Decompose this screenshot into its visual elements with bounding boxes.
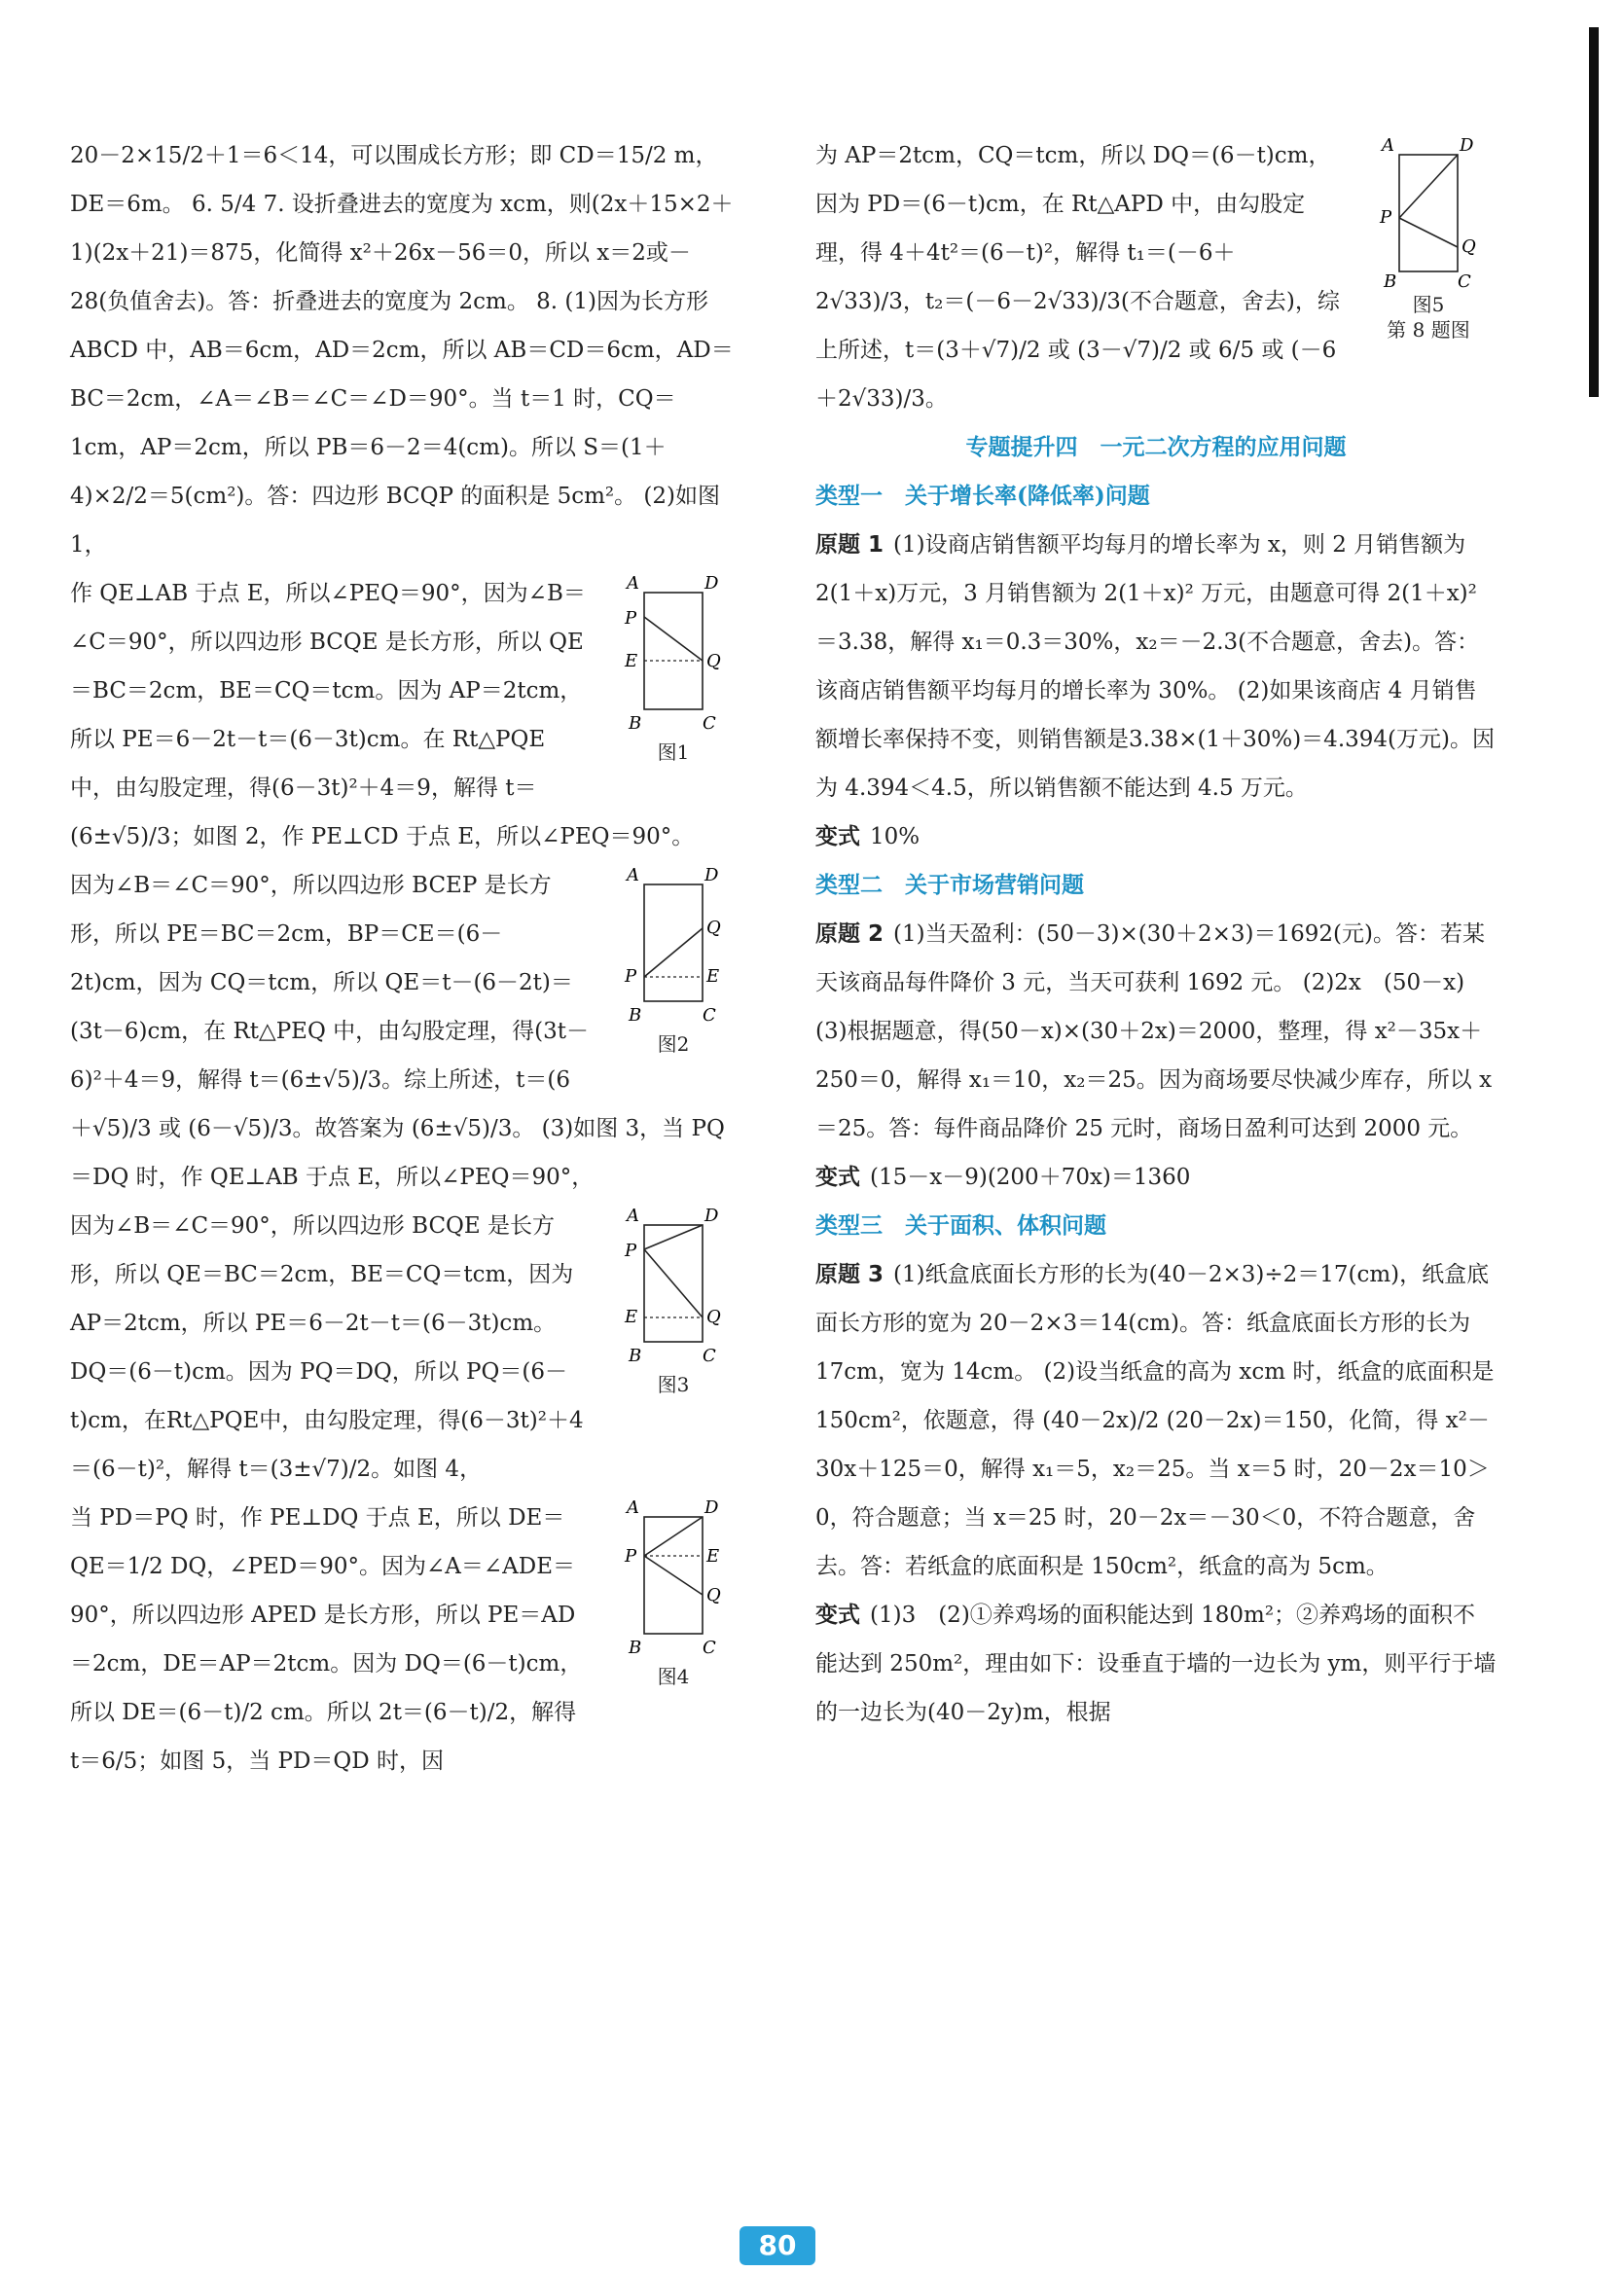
fig3-label-E: E — [625, 1307, 638, 1327]
fig2-label-D: D — [704, 865, 719, 885]
figure-5-subcaption: 第 8 题图 — [1387, 318, 1470, 342]
fig3-label-C: C — [703, 1346, 716, 1366]
question-2-label: 原题 2 — [815, 921, 884, 947]
fig2-label-C: C — [703, 1005, 716, 1026]
fig1-label-A: A — [627, 573, 639, 594]
fig5-label-P: P — [1380, 207, 1392, 228]
variant-2-label: 变式 — [815, 1165, 860, 1190]
fig2-label-B: B — [629, 1005, 642, 1026]
variant-1-label: 变式 — [815, 824, 860, 849]
variant-3-text: (1)3 (2)①养鸡场的面积能达到 180m²；②养鸡场的面积不能达到 250m²，理由如下：设垂直于墙的一边长为 ym，则平行于墙的一边长为(40－2y)m，根据 — [815, 1603, 1497, 1725]
fig4-label-B: B — [629, 1638, 642, 1658]
left-paragraph-4: 因为∠B＝∠C＝90°，所以四边形 BCQE 是长方形，所以 QE＝BC＝2cm，BE＝CQ＝tcm，因为 AP＝2tcm，所以 PE＝6－2t－t＝(6－3t)cm。DQ＝(6－t)cm。因为 PQ＝DQ，所以 PQ＝(6－t)cm，在Rt△PQE中，由勾股定理，得(6－3t)²＋4＝(6－t)²，解得 t＝(3±√7)/2。如图 4， — [70, 1213, 584, 1482]
left-paragraph-5: 当 PD＝PQ 时，作 PE⊥DQ 于点 E，所以 DE＝QE＝1/2 DQ，∠PED＝90°。因为∠A＝∠ADE＝90°，所以四边形 APED 是长方形，所以 PE＝AD＝2cm，DE＝AP＝2tcm。因为 DQ＝(6－t)cm，所以 DE＝(6－t)/2 cm。所以 2t＝(6－t)/2，解得 t＝6/5；如图 5，当 PD＝QD 时，因 — [70, 1505, 583, 1774]
figure-4-caption: 图4 — [657, 1665, 690, 1688]
fig4-label-A: A — [627, 1497, 639, 1518]
fig1-label-P: P — [625, 608, 637, 629]
special-topic-title: 专题提升四 一元二次方程的应用问题 — [965, 434, 1347, 460]
question-3-text: (1)纸盒底面长方形的长为(40－2×3)÷2＝17(cm)，纸盒底面长方形的宽为 20－2×3＝14(cm)。答：纸盒底面长方形的长为 17cm，宽为 14cm。 (2)设当纸盒的高为 xcm 时，纸盒的底面积是 150cm²，依题意，得 (40－2x)/2 (20－2x)＝150，化简，得 x²－30x＋125＝0，解得 x₁＝5，x₂＝25。当 x＝5 时，20－2x＝10＞0，符合题意；当 x＝25 时，20－2x＝－30＜0，不符合题意，舍去。答：若纸盒的底面积是 150cm²，纸盒的高为 5cm。 — [815, 1262, 1495, 1579]
variant-1 — [815, 812, 1497, 861]
fig4-label-Q: Q — [706, 1585, 721, 1605]
right-paragraph-1: 为 AP＝2tcm，CQ＝tcm，所以 DQ＝(6－t)cm，因为 PD＝(6－t)cm，在 Rt△APD 中，由勾股定理，得 4＋4t²＝(6－t)²，解得 t₁＝(－6＋2√33)/3，t₂＝(－6－2√33)/3(不合题意，舍去)，综上所述，t＝(3＋√7)/2 或 (3－√7)/2 或 6/5 或 (－6＋2√33)/3。 — [815, 143, 1340, 412]
fig4-label-E: E — [706, 1546, 720, 1567]
figure-3-caption: 图3 — [657, 1373, 690, 1396]
fig2-label-Q: Q — [706, 918, 721, 938]
figure-2-caption: 图2 — [657, 1032, 690, 1056]
figure-5 — [1360, 135, 1497, 342]
fig1-label-Q: Q — [706, 651, 721, 671]
fig5-label-Q: Q — [1462, 236, 1476, 257]
fig3-label-A: A — [627, 1206, 639, 1226]
page-edge-bar — [1589, 27, 1599, 397]
figure-2-diagram — [615, 865, 732, 1030]
question-1-label: 原题 1 — [815, 532, 884, 558]
fig1-label-B: B — [629, 713, 642, 734]
figure-3-diagram — [615, 1206, 732, 1371]
fig2-label-P: P — [625, 966, 637, 987]
left-paragraph-1: 20－2×15/2＋1＝6＜14，可以围成长方形；即 CD＝15/2 m，DE＝6m。 6. 5/4 7. 设折叠进去的宽度为 xcm，则(2x＋15×2＋1)(2x＋21)＝875，化简得 x²＋26x－56＝0，所以 x＝2或－28(负值舍去)。答：折叠进去的宽度为 2cm。 8. (1)因为长方形 ABCD 中，AB＝6cm，AD＝2cm，所以 AB＝CD＝6cm，AD＝BC＝2cm，∠A＝∠B＝∠C＝∠D＝90°。当 t＝1 时，CQ＝1cm，AP＝2cm，所以 PB＝6－2＝4(cm)。所以 S＝(1＋4)×2/2＝5(cm²)。答：四边形 BCQP 的面积是 5cm²。 (2)如图1， — [70, 143, 734, 558]
fig1-label-C: C — [703, 713, 716, 734]
question-1-text: (1)设商店销售额平均每月的增长率为 x，则 2 月销售额为 2(1＋x)万元，3 月销售额为 2(1＋x)² 万元，由题意可得 2(1＋x)²＝3.38，解得 x₁＝0.3＝30%，x₂＝－2.3(不合题意，舍去)。答：该商店销售额平均每月的增长率为 30%。 (2)如果该商店 4 月销售额增长率保持不变，则销售额是3.38×(1＋30%)＝4.394(万元)。因为 4.394＜4.5，所以销售额不能达到 4.5 万元。 — [815, 532, 1495, 801]
question-2-text: (1)当天盈利：(50－3)×(30＋2×3)＝1692(元)。答：若某天该商品每件降价 3 元，当天可获利 1692 元。 (2)2x (50－x) (3)根据题意，得(50－x)×(30＋2x)＝2000，整理，得 x²－35x＋250＝0，解得 x₁＝10，x₂＝25。因为商场要尽快减少库存，所以 x＝25。答：每件商品降价 25 元时，商场日盈利可达到 2000 元。 — [815, 921, 1493, 1141]
fig1-label-E: E — [625, 651, 638, 671]
figure-4 — [605, 1497, 741, 1688]
page-number: 80 — [740, 2226, 815, 2265]
type-2-heading: 类型二 关于市场营销问题 — [815, 872, 1084, 898]
figure-5-caption: 图5 — [1412, 293, 1445, 316]
fig5-label-D: D — [1460, 135, 1474, 156]
variant-2 — [815, 1153, 1497, 1202]
left-paragraph-3: 因为∠B＝∠C＝90°，所以四边形 BCEP 是长方形，所以 PE＝BC＝2cm，BP＝CE＝(6－2t)cm，因为 CQ＝tcm，所以 QE＝t－(6－2t)＝(3t－6)cm，在 Rt△PEQ 中，由勾股定理，得(3t－6)²＋4＝9，解得 t＝(6±√5)/3。综上所述，t＝(6＋√5)/3 或 (6－√5)/3。故答案为 (6±√5)/3。 (3)如图 3，当 PQ＝DQ 时，作 QE⊥AB 于点 E，所以∠PEQ＝90°， — [70, 873, 725, 1190]
fig3-label-P: P — [625, 1241, 637, 1261]
fig4-label-P: P — [625, 1546, 637, 1567]
figure-1-diagram — [615, 573, 732, 739]
figure-5-diagram — [1370, 135, 1487, 291]
figure-1-caption: 图1 — [657, 740, 690, 764]
fig2-label-E: E — [706, 966, 720, 987]
fig1-label-D: D — [704, 573, 719, 594]
question-1 — [815, 521, 1497, 812]
fig3-label-B: B — [629, 1346, 642, 1366]
fig3-label-Q: Q — [706, 1307, 721, 1327]
question-3 — [815, 1250, 1497, 1591]
fig4-label-D: D — [704, 1497, 719, 1518]
fig3-label-D: D — [704, 1206, 719, 1226]
question-3-label: 原题 3 — [815, 1262, 884, 1287]
fig5-label-A: A — [1382, 135, 1394, 156]
question-2 — [815, 910, 1497, 1153]
left-column — [70, 131, 741, 1785]
type-3-heading: 类型三 关于面积、体积问题 — [815, 1212, 1106, 1239]
fig5-label-C: C — [1458, 271, 1471, 291]
figure-4-diagram — [615, 1497, 732, 1663]
variant-1-text: 10% — [870, 824, 920, 849]
fig2-label-A: A — [627, 865, 639, 885]
right-column — [815, 131, 1497, 1737]
variant-3 — [815, 1591, 1497, 1737]
fig4-label-C: C — [703, 1638, 716, 1658]
fig5-label-B: B — [1384, 271, 1397, 291]
variant-2-text: (15－x－9)(200＋70x)＝1360 — [870, 1165, 1191, 1190]
figure-3 — [605, 1206, 741, 1396]
figure-1 — [605, 573, 741, 764]
figure-2 — [605, 865, 741, 1056]
variant-3-label: 变式 — [815, 1603, 860, 1628]
type-1-heading: 类型一 关于增长率(降低率)问题 — [815, 483, 1150, 509]
left-paragraph-2: 作 QE⊥AB 于点 E，所以∠PEQ＝90°，因为∠B＝∠C＝90°，所以四边形 BCQE 是长方形，所以 QE＝BC＝2cm，BE＝CQ＝tcm。因为 AP＝2tcm，所以 PE＝6－2t－t＝(6－3t)cm。在 Rt△PQE 中，由勾股定理，得(6－3t)²＋4＝9，解得 t＝(6±√5)/3；如图 2，作 PE⊥CD 于点 E，所以∠PEQ＝90°。 — [70, 581, 695, 849]
